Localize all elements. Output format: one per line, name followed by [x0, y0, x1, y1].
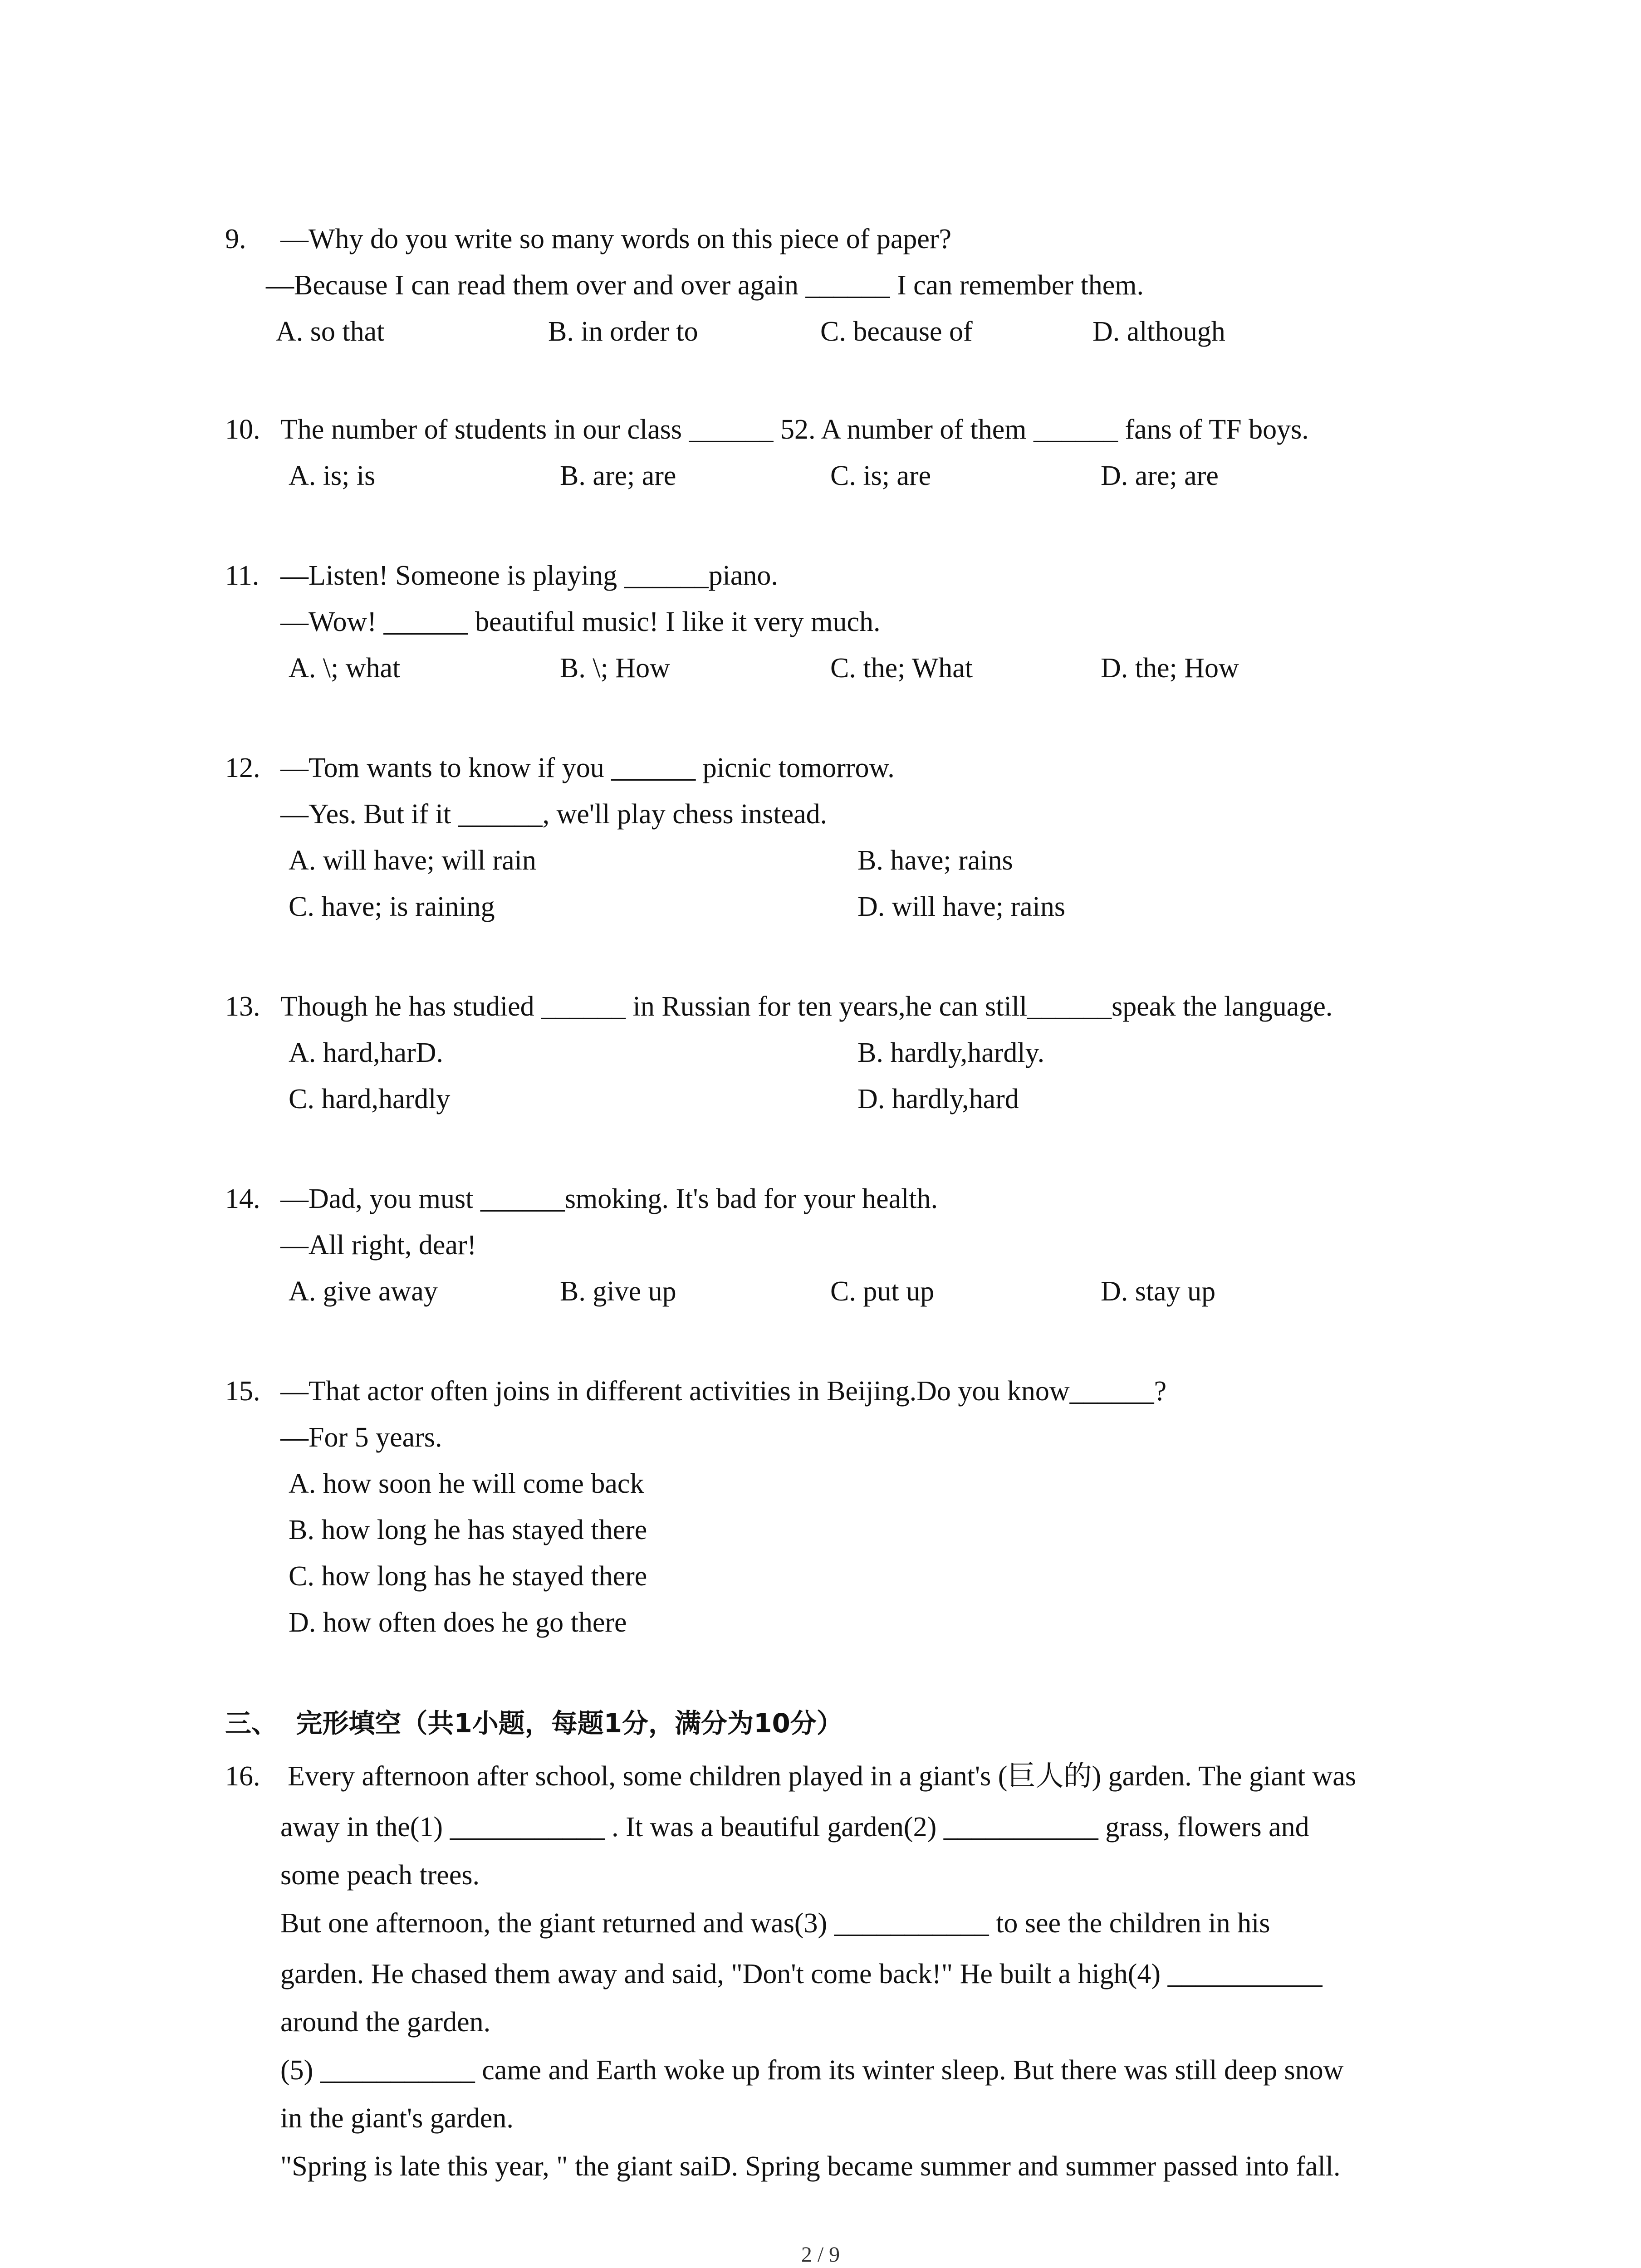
- question-10: [225, 406, 1495, 499]
- option-b: B. hardly,hardly.: [857, 1037, 1045, 1068]
- option-a: A. is; is: [289, 460, 376, 491]
- cloze-line: in the giant's garden.: [280, 2103, 514, 2134]
- question-number: 14.: [225, 1183, 260, 1214]
- options-row: [225, 884, 1495, 930]
- option-b: B. in order to: [548, 316, 698, 347]
- question-number: 15.: [225, 1376, 260, 1407]
- question-text: Though he has studied ______ in Russian for ten years,he can still______speak the language.: [280, 991, 1333, 1022]
- cloze-line: away in the(1) ___________ . It was a beautiful garden(2) ___________ grass, flowers and: [280, 1812, 1309, 1843]
- question-number: 11.: [225, 560, 260, 591]
- cloze-line: some peach trees.: [280, 1860, 480, 1891]
- question-number: 9.: [225, 224, 246, 254]
- option-c: C. the; What: [830, 653, 973, 684]
- option-a: A. hard,harD.: [289, 1037, 443, 1068]
- question-9: [225, 216, 1495, 355]
- options-row: [225, 1268, 1495, 1315]
- option-d: D. stay up: [1101, 1276, 1216, 1307]
- option-c: C. put up: [830, 1276, 935, 1307]
- question-11: [225, 552, 1495, 691]
- question-text: —All right, dear!: [280, 1230, 477, 1261]
- option-a: A. so that: [276, 316, 385, 347]
- cloze-line: "Spring is late this year, " the giant saiD. Spring became summer and summer passed into fall.: [280, 2151, 1341, 2182]
- cloze-line: Every afternoon after school, some children played in a giant's (巨人的) garden. The giant was: [288, 1761, 1356, 1792]
- question-text: The number of students in our class ______ 52. A number of them ______ fans of TF boys.: [280, 414, 1309, 445]
- option-a: A. how soon he will come back: [289, 1468, 644, 1499]
- question-text: —Listen! Someone is playing ______piano.: [280, 560, 778, 591]
- option-d: D. although: [1092, 316, 1225, 347]
- question-text: —Wow! ______ beautiful music! I like it very much.: [280, 606, 881, 637]
- cloze-line: But one afternoon, the giant returned and was(3) ___________ to see the children in his: [280, 1908, 1270, 1939]
- option-c: C. is; are: [830, 460, 931, 491]
- option-b: B. have; rains: [857, 845, 1013, 876]
- options-row: [225, 1030, 1495, 1076]
- option-c: C. hard,hardly: [289, 1084, 451, 1114]
- option-c: C. have; is raining: [289, 891, 495, 922]
- option-b: B. \; How: [560, 653, 670, 684]
- question-text: —Why do you write so many words on this piece of paper?: [280, 224, 952, 254]
- option-d: D. are; are: [1101, 460, 1219, 491]
- question-text: —Because I can read them over and over again ______ I can remember them.: [266, 270, 1144, 301]
- option-a: A. give away: [289, 1276, 438, 1307]
- question-number: 10.: [225, 414, 260, 445]
- question-14: [225, 1176, 1495, 1315]
- question-number: 16.: [225, 1761, 260, 1792]
- option-a: A. \; what: [289, 653, 401, 684]
- section-heading: 三、 完形填空（共1小题，每题1分，满分为10分）: [225, 1708, 843, 1739]
- options-row: [225, 837, 1495, 884]
- option-b: B. are; are: [560, 460, 676, 491]
- question-number: 13.: [225, 991, 260, 1022]
- option-b: B. give up: [560, 1276, 676, 1307]
- question-text: —For 5 years.: [280, 1422, 442, 1453]
- question-16-cloze: [225, 1751, 1468, 2192]
- page-number: 2 / 9: [801, 2243, 840, 2267]
- option-d: D. how often does he go there: [289, 1607, 627, 1638]
- question-text: —Dad, you must ______smoking. It's bad for your health.: [280, 1183, 938, 1214]
- cloze-line: garden. He chased them away and said, "Don't come back!" He built a high(4) ___________: [280, 1959, 1323, 1989]
- option-a: A. will have; will rain: [289, 845, 536, 876]
- question-text: —That actor often joins in different activities in Beijing.Do you know______?: [280, 1376, 1167, 1407]
- option-d: D. hardly,hard: [857, 1084, 1019, 1114]
- option-c: C. how long has he stayed there: [289, 1561, 647, 1592]
- question-text: —Yes. But if it ______, we'll play chess instead.: [280, 799, 828, 830]
- option-c: C. because of: [820, 316, 973, 347]
- options-row: [225, 645, 1495, 691]
- option-d: D. will have; rains: [857, 891, 1066, 922]
- question-13: [225, 983, 1495, 1122]
- options-row: [225, 453, 1495, 499]
- cloze-line: around the garden.: [280, 2007, 491, 2038]
- cloze-line: (5) ___________ came and Earth woke up from its winter sleep. But there was still deep snow: [280, 2055, 1344, 2086]
- question-12: [225, 745, 1495, 930]
- option-d: D. the; How: [1101, 653, 1239, 684]
- question-15: [225, 1368, 1495, 1646]
- options-row: [225, 308, 1495, 355]
- question-number: 12.: [225, 753, 260, 783]
- question-text: —Tom wants to know if you ______ picnic tomorrow.: [280, 753, 895, 783]
- option-b: B. how long he has stayed there: [289, 1515, 647, 1545]
- options-row: [225, 1076, 1495, 1122]
